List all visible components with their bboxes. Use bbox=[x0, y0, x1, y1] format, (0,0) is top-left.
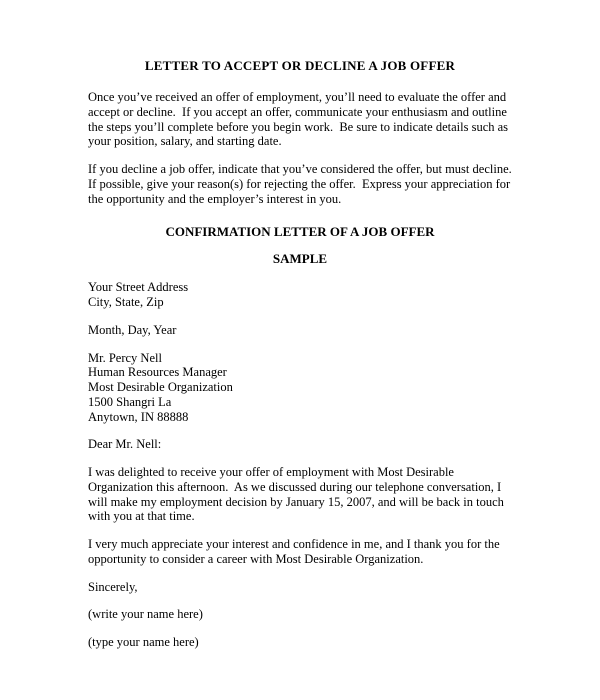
body-paragraph-1: I was delighted to receive your offer of employment with Most Desirable Organization this afternoon. As we discussed during our telephone conversation, I will make my employment decision by January 15, 2007, and will be back in touch with you at that time. bbox=[88, 465, 508, 524]
section-heading: CONFIRMATION LETTER OF A JOB OFFER bbox=[165, 224, 435, 240]
document-title: LETTER TO ACCEPT OR DECLINE A JOB OFFER bbox=[144, 58, 456, 73]
intro-paragraph-2: If you decline a job offer, indicate that you’ve considered the offer, but must decline. If possible, give your reason(s) for rejecting the offer. Express your appreciation for the opportunity and the employer’s interest in you. bbox=[88, 162, 518, 206]
recipient-title: Human Resources Manager bbox=[88, 365, 227, 380]
recipient-address-block bbox=[88, 351, 512, 425]
closing: Sincerely, bbox=[88, 579, 138, 594]
sender-address-block bbox=[88, 280, 512, 310]
sender-street: Your Street Address bbox=[88, 280, 189, 295]
date-block bbox=[88, 323, 512, 338]
recipient-name: Mr. Percy Nell bbox=[88, 350, 162, 365]
salutation: Dear Mr. Nell: bbox=[88, 437, 162, 452]
signature-placeholder: (write your name here) bbox=[88, 607, 203, 622]
sample-label: SAMPLE bbox=[272, 251, 328, 267]
recipient-street: 1500 Shangri La bbox=[88, 394, 172, 409]
salutation-block bbox=[88, 437, 512, 452]
signature-placeholder-block bbox=[88, 607, 512, 622]
intro-paragraph-1: Once you’ve received an offer of employment, you’ll need to evaluate the offer and accept or decline. If you accept an offer, communicate your enthusiasm and outline the steps you’ll complete before you begin work. Be sure to indicate details such as your position, salary, and starting date. bbox=[88, 90, 512, 149]
body-paragraph-2: I very much appreciate your interest and confidence in me, and I thank you for the opportunity to consider a career with Most Desirable Organization. bbox=[88, 537, 503, 566]
typed-name-placeholder: (type your name here) bbox=[88, 635, 199, 649]
closing-block bbox=[88, 580, 512, 595]
typed-name-placeholder-block bbox=[88, 635, 512, 650]
recipient-city-state-zip: Anytown, IN 88888 bbox=[88, 409, 189, 424]
date-line: Month, Day, Year bbox=[88, 322, 177, 337]
recipient-organization: Most Desirable Organization bbox=[88, 380, 233, 394]
sender-city-state-zip: City, State, Zip bbox=[88, 295, 164, 309]
